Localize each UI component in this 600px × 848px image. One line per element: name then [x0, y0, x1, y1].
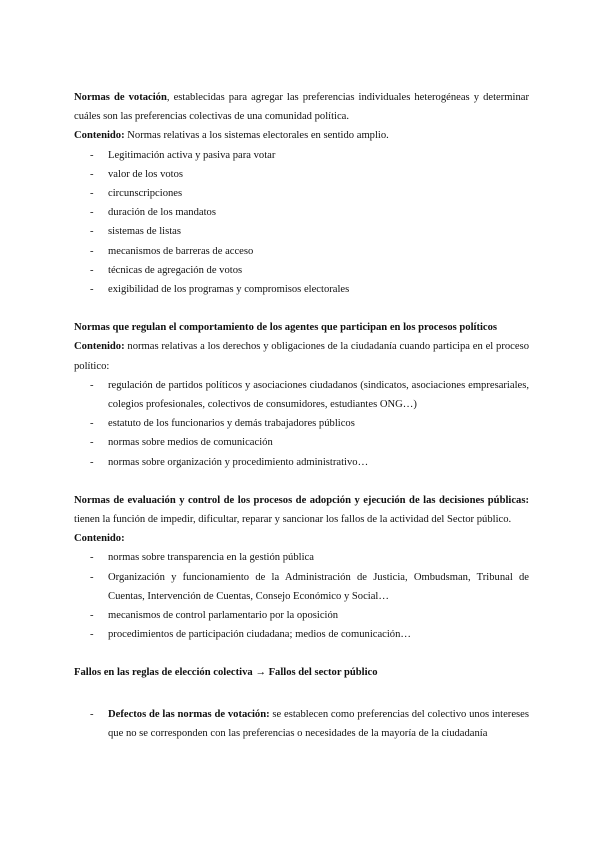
content-label: Contenido:	[74, 130, 125, 142]
list-item: - Legitimación activa y pasiva para votar	[74, 146, 529, 165]
agent-norms-list	[74, 376, 529, 472]
voting-norms-title: Normas de votación	[74, 92, 167, 103]
voting-defects-text: se establecen como preferencias del colectivo unos intereses que no se corresponden con las preferencias o necesidades de la mayoría de la ciudadanía	[108, 708, 529, 739]
list-item: - valor de los votos	[74, 165, 529, 184]
agent-norms-content	[74, 337, 529, 375]
list-item: - técnicas de agregación de votos	[74, 261, 529, 280]
list-item: - mecanismos de control parlamentario por la oposición	[74, 606, 529, 625]
list-item: - sistemas de listas	[74, 222, 529, 241]
voting-norms-content	[74, 126, 529, 145]
voting-norms-paragraph	[74, 88, 529, 126]
failures-heading-paragraph	[74, 663, 529, 682]
list-item: - regulación de partidos políticos y asociaciones ciudadanos (sindicatos, asociaciones empresariales, colegios profesionales, colectivos de consumidores, estudiantes ONG…)	[74, 376, 529, 414]
failures-list	[74, 705, 529, 743]
list-item: - mecanismos de barreras de acceso	[74, 242, 529, 261]
list-item: - Organización y funcionamiento de la Administración de Justicia, Ombudsman, Tribunal de Cuentas, Intervención de Cuentas, Consejo Económico y Social…	[74, 568, 529, 606]
failures-heading: Fallos en las reglas de elección colectiva → Fallos del sector público	[74, 667, 378, 679]
list-item: - procedimientos de participación ciudadana; medios de comunicación…	[74, 625, 529, 644]
list-item	[74, 705, 529, 743]
content-text: Normas relativas a los sistemas electorales en sentido amplio.	[124, 130, 389, 142]
list-item: - normas sobre transparencia en la gestión pública	[74, 548, 529, 567]
content-label: Contenido:	[74, 533, 125, 545]
evaluation-norms-title: Normas de evaluación y control de los procesos de adopción y ejecución de las decisiones públicas:	[74, 494, 529, 506]
document-body	[74, 88, 529, 743]
agent-norms-title: Normas que regulan el comportamiento de los agentes que participan en los procesos políticos	[74, 322, 498, 334]
list-item: - normas sobre medios de comunicación	[74, 433, 529, 452]
evaluation-norms-content	[74, 529, 529, 548]
evaluation-norms-list	[74, 548, 529, 644]
voting-norms-list	[74, 146, 529, 300]
evaluation-norms-paragraph	[74, 491, 529, 529]
voting-norms-text: , establecidas para agregar las preferencias individuales heterogéneas y determinar cuáles son las preferencias colectivas de una comunidad política.	[74, 92, 529, 123]
list-item: - normas sobre organización y procedimiento administrativo…	[74, 453, 529, 472]
content-label: Contenido:	[74, 341, 125, 353]
agent-norms-title-paragraph	[74, 318, 529, 337]
content-text: normas relativas a los derechos y obligaciones de la ciudadanía cuando participa en el proceso político:	[74, 341, 529, 372]
list-item: - circunscripciones	[74, 184, 529, 203]
voting-defects-label: Defectos de las normas de votación:	[108, 708, 270, 720]
list-item: - duración de los mandatos	[74, 203, 529, 222]
list-item: - estatuto de los funcionarios y demás trabajadores públicos	[74, 414, 529, 433]
list-item: - exigibilidad de los programas y compromisos electorales	[74, 280, 529, 299]
evaluation-norms-text: tienen la función de impedir, dificultar, reparar y sancionar los fallos de la actividad del Sector público.	[74, 514, 512, 526]
